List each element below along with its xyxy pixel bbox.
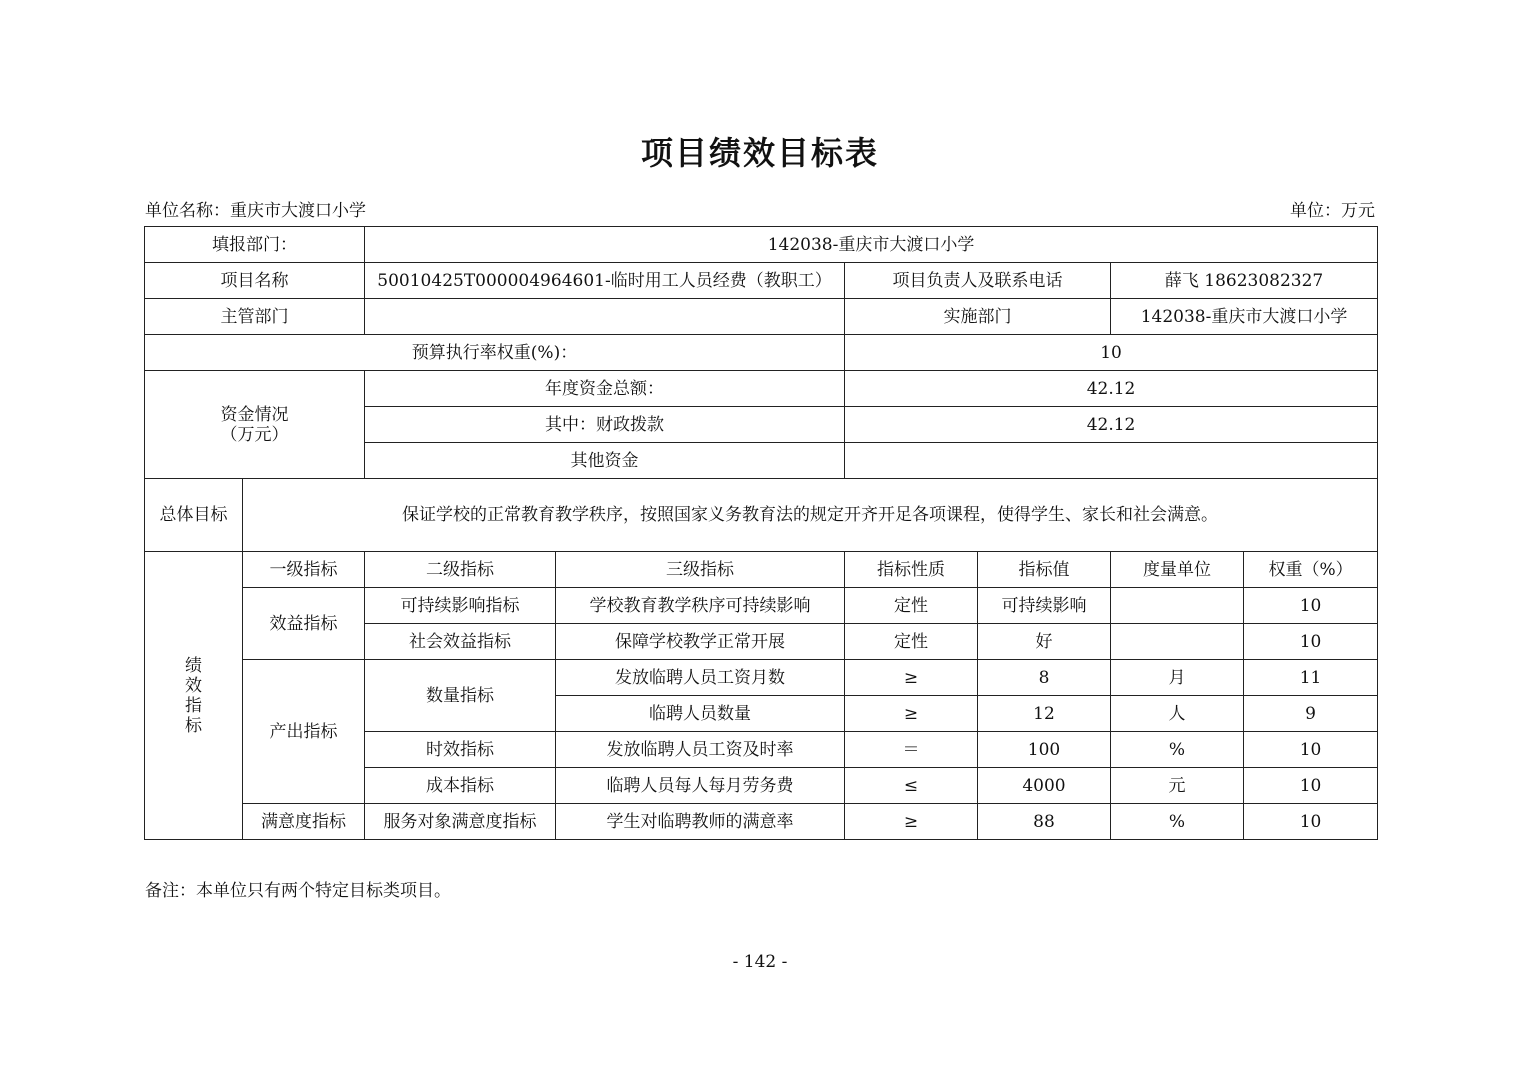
header-nature: 指标性质 [845,552,978,588]
value-cell: 8 [978,660,1111,696]
level2-cell: 可持续影响指标 [365,588,556,624]
nature-cell: ≤ [845,768,978,804]
level1-output: 产出指标 [243,660,365,804]
dept-value: 142038-重庆市大渡口小学 [365,227,1378,263]
page-number: - 142 - [732,952,788,972]
value-cell: 4000 [978,768,1111,804]
level3-cell: 发放临聘人员工资月数 [556,660,845,696]
table-row [145,588,1378,624]
nature-cell: ＝ [845,732,978,768]
supervisor-label: 主管部门 [145,299,365,335]
indicator-header-row [145,552,1378,588]
level2-cell: 数量指标 [365,660,556,732]
performance-target-table [144,226,1378,840]
other-funds-value [845,443,1378,479]
owner-label: 项目负责人及联系电话 [845,263,1111,299]
goal-label: 总体目标 [145,479,243,552]
level2-cell: 成本指标 [365,768,556,804]
value-cell: 好 [978,624,1111,660]
dept-label: 填报部门： [145,227,365,263]
section-char: 标 [185,715,202,736]
impl-label: 实施部门 [845,299,1111,335]
indicator-section-label [145,552,243,840]
weight-cell: 9 [1244,696,1378,732]
funds-label-line2: （万元） [220,424,289,445]
budget-weight-label: 预算执行率权重(%)： [145,335,845,371]
owner-value: 薛飞 18623082327 [1111,263,1378,299]
unit-cell [1111,624,1244,660]
goal-text: 保证学校的正常教育教学秩序，按照国家义务教育法的规定开齐开足各项课程，使得学生、家长和社会满意。 [243,479,1378,552]
funds-annual-row [145,371,1378,407]
header-level3: 三级指标 [556,552,845,588]
header-level2: 二级指标 [365,552,556,588]
supervisor-value [365,299,845,335]
unit-cell: % [1111,732,1244,768]
weight-cell: 10 [1244,804,1378,840]
goal-row [145,479,1378,552]
value-cell: 12 [978,696,1111,732]
header-level1: 一级指标 [243,552,365,588]
project-row [145,263,1378,299]
value-cell: 100 [978,732,1111,768]
level2-cell: 时效指标 [365,732,556,768]
funds-label [145,371,365,479]
level2-cell: 社会效益指标 [365,624,556,660]
footnote: 备注：本单位只有两个特定目标类项目。 [145,881,451,901]
value-cell: 可持续影响 [978,588,1111,624]
header-weight: 权重（%） [1244,552,1378,588]
fiscal-funds-value: 42.12 [845,407,1378,443]
page-title: 项目绩效目标表 [640,134,879,172]
level3-cell: 临聘人员数量 [556,696,845,732]
project-label: 项目名称 [145,263,365,299]
value-cell: 88 [978,804,1111,840]
level1-satisfaction: 满意度指标 [243,804,365,840]
header-unit: 度量单位 [1111,552,1244,588]
section-char: 指 [185,695,202,716]
nature-cell: ≥ [845,696,978,732]
level3-cell: 发放临聘人员工资及时率 [556,732,845,768]
annual-funds-value: 42.12 [845,371,1378,407]
table-row [145,660,1378,696]
project-value: 50010425T000004964601-临时用工人员经费（教职工） [365,263,845,299]
impl-value: 142038-重庆市大渡口小学 [1111,299,1378,335]
weight-cell: 10 [1244,732,1378,768]
nature-cell: ≥ [845,804,978,840]
unit-name: 单位名称：重庆市大渡口小学 [145,201,366,221]
weight-cell: 10 [1244,768,1378,804]
dept-row [145,227,1378,263]
unit-cell: 元 [1111,768,1244,804]
supervisor-row [145,299,1378,335]
unit-cell [1111,588,1244,624]
currency-unit: 单位：万元 [1290,201,1375,221]
other-funds-label: 其他资金 [365,443,845,479]
level2-cell: 服务对象满意度指标 [365,804,556,840]
funds-label-line1: 资金情况 [220,404,289,425]
weight-cell: 10 [1244,624,1378,660]
nature-cell: ≥ [845,660,978,696]
annual-funds-label: 年度资金总额： [365,371,845,407]
header-value: 指标值 [978,552,1111,588]
level3-cell: 保障学校教学正常开展 [556,624,845,660]
unit-cell: 月 [1111,660,1244,696]
nature-cell: 定性 [845,624,978,660]
budget-weight-value: 10 [845,335,1378,371]
weight-cell: 10 [1244,588,1378,624]
section-char: 绩 [185,655,202,676]
nature-cell: 定性 [845,588,978,624]
level1-benefit: 效益指标 [243,588,365,660]
level3-cell: 学生对临聘教师的满意率 [556,804,845,840]
unit-cell: % [1111,804,1244,840]
section-char: 效 [185,675,202,696]
level3-cell: 临聘人员每人每月劳务费 [556,768,845,804]
fiscal-funds-label: 其中：财政拨款 [365,407,845,443]
table-row [145,804,1378,840]
level3-cell: 学校教育教学秩序可持续影响 [556,588,845,624]
unit-cell: 人 [1111,696,1244,732]
budget-weight-row [145,335,1378,371]
weight-cell: 11 [1244,660,1378,696]
